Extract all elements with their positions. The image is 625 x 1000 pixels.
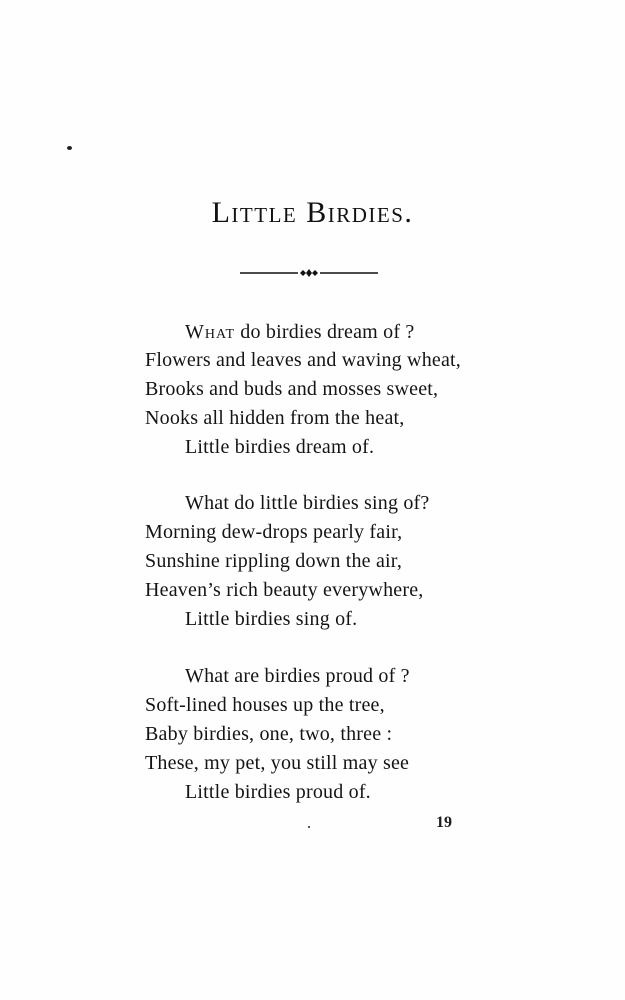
verse-line: Baby birdies, one, two, three :	[145, 723, 393, 745]
verse-line: Heaven’s rich beauty everywhere,	[145, 579, 424, 601]
verse-line: Soft-lined houses up the tree,	[145, 694, 385, 716]
verse-line: Little birdies proud of.	[185, 781, 371, 803]
verse-line: Little birdies dream of.	[185, 436, 375, 458]
verse-line-text: do birdies dream of ?	[235, 321, 415, 343]
verse-line: Sunshine rippling down the air,	[145, 550, 403, 572]
verse-line: Flowers and leaves and waving wheat,	[145, 349, 461, 371]
verse-line: These, my pet, you still may see	[145, 752, 410, 774]
verse-lead-word: What	[185, 321, 236, 343]
verse-line: Nooks all hidden from the heat,	[145, 407, 405, 429]
ink-speck	[67, 146, 72, 150]
title-ornament	[240, 266, 378, 280]
verse-line: Morning dew-drops pearly fair,	[145, 521, 403, 543]
verse-line	[185, 320, 414, 344]
poem-title: Little Birdies.	[211, 196, 414, 229]
verse-line: Little birdies sing of.	[185, 608, 358, 630]
verse-line: Brooks and buds and mosses sweet,	[145, 378, 439, 400]
verse-line: What do little birdies sing of?	[185, 492, 430, 514]
ink-speck	[308, 826, 310, 828]
page-number: 19	[436, 814, 452, 831]
verse-line: What are birdies proud of ?	[185, 665, 410, 687]
